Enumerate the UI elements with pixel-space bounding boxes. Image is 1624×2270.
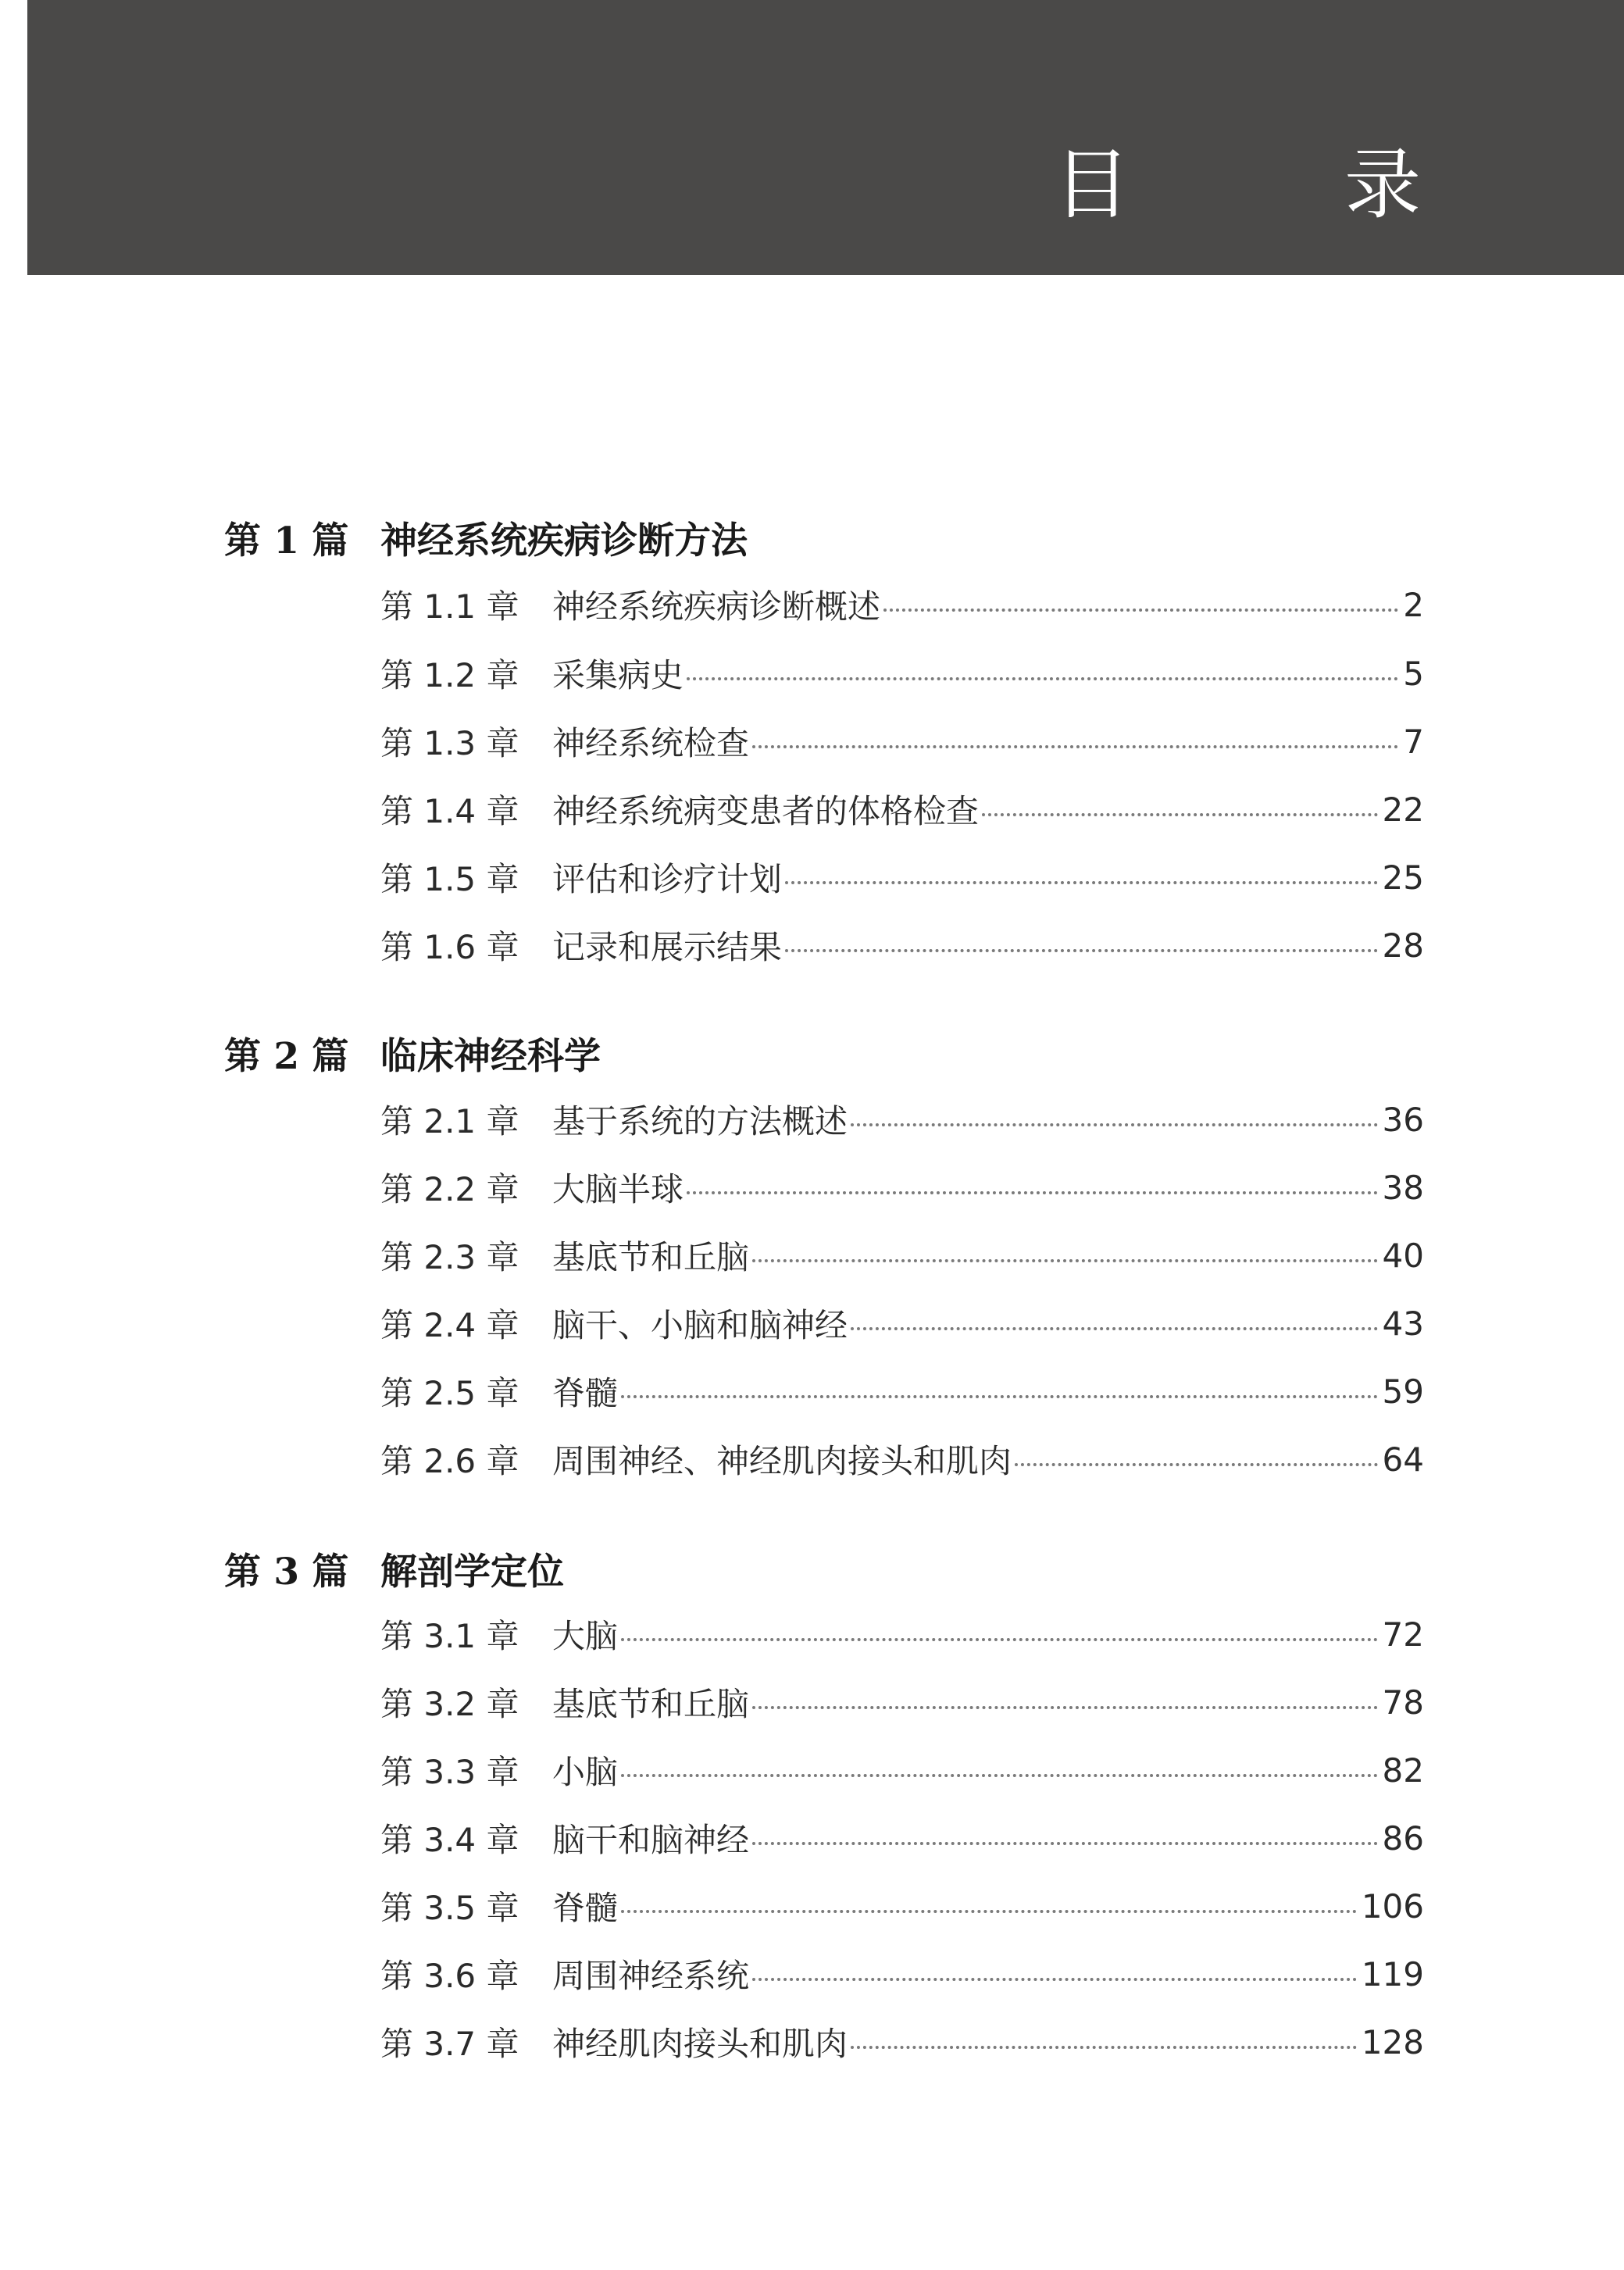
chapter-number: 第 3.3 章 <box>380 1753 519 1791</box>
chapter-number: 第 2.2 章 <box>380 1170 519 1208</box>
toc-entry[interactable] <box>380 922 1424 969</box>
toc-entry[interactable] <box>380 1436 1424 1483</box>
page-number: 25 <box>1382 858 1424 897</box>
chapter-title: 周围神经、神经肌肉接头和肌肉 <box>552 1442 1012 1480</box>
part-number: 第 2 篇 <box>224 1034 349 1078</box>
page-number: 22 <box>1382 790 1424 829</box>
toc-entry[interactable] <box>380 1164 1424 1211</box>
chapter-title: 小脑 <box>552 1753 619 1791</box>
part-number: 第 3 篇 <box>224 1550 349 1594</box>
page-number: 36 <box>1382 1100 1424 1139</box>
chapter-title: 神经系统病变患者的体格检查 <box>552 792 980 830</box>
toc-entry[interactable] <box>380 786 1424 833</box>
page-number: 59 <box>1382 1372 1424 1411</box>
toc-entry[interactable] <box>380 718 1424 765</box>
page-number: 119 <box>1361 1954 1424 1993</box>
page-number: 106 <box>1361 1886 1424 1926</box>
page-number: 82 <box>1382 1751 1424 1790</box>
dot-leader <box>687 1191 1378 1194</box>
dot-leader <box>752 1259 1378 1262</box>
part-title: 解剖学定位 <box>380 1550 564 1594</box>
toc-entry[interactable] <box>380 650 1424 697</box>
part-heading <box>224 1545 564 1592</box>
page-number: 2 <box>1403 585 1424 624</box>
chapter-title: 神经肌肉接头和肌肉 <box>552 2025 848 2063</box>
chapter-number: 第 2.4 章 <box>380 1306 519 1344</box>
chapter-number: 第 2.6 章 <box>380 1442 519 1480</box>
chapter-number: 第 2.5 章 <box>380 1374 519 1412</box>
chapter-number: 第 1.6 章 <box>380 928 519 966</box>
chapter-title: 脑干、小脑和脑神经 <box>552 1306 848 1344</box>
toc-entry[interactable] <box>380 1300 1424 1347</box>
dot-leader <box>621 1774 1378 1777</box>
part-heading <box>224 514 748 561</box>
chapter-title: 基底节和丘脑 <box>552 1685 750 1723</box>
dot-leader <box>752 745 1398 748</box>
toc-entry[interactable] <box>380 1747 1424 1794</box>
chapter-title: 大脑半球 <box>552 1170 684 1208</box>
toc-entry[interactable] <box>380 854 1424 901</box>
part-title: 神经系统疾病诊断方法 <box>380 519 748 562</box>
toc-entry[interactable] <box>380 1232 1424 1279</box>
page-number: 40 <box>1382 1236 1424 1275</box>
page-title: 目 录 <box>1053 141 1490 230</box>
chapter-number: 第 2.3 章 <box>380 1238 519 1276</box>
dot-leader <box>752 1842 1378 1845</box>
chapter-number: 第 3.5 章 <box>380 1889 519 1927</box>
part-number: 第 1 篇 <box>224 519 349 562</box>
chapter-number: 第 1.5 章 <box>380 860 519 898</box>
dot-leader <box>621 1638 1378 1641</box>
chapter-title: 神经系统疾病诊断概述 <box>552 587 881 626</box>
chapter-title: 基底节和丘脑 <box>552 1238 750 1276</box>
page-number: 43 <box>1382 1304 1424 1343</box>
toc-entry[interactable] <box>380 1611 1424 1658</box>
page-number: 28 <box>1382 926 1424 965</box>
chapter-title: 采集病史 <box>552 656 684 694</box>
chapter-number: 第 3.4 章 <box>380 1821 519 1859</box>
chapter-number: 第 1.2 章 <box>380 656 519 694</box>
toc-entry[interactable] <box>380 2018 1424 2065</box>
chapter-title: 记录和展示结果 <box>552 928 783 966</box>
dot-leader <box>851 1327 1378 1330</box>
chapter-number: 第 1.4 章 <box>380 792 519 830</box>
toc-entry[interactable] <box>380 1883 1424 1929</box>
page-number: 64 <box>1382 1440 1424 1479</box>
page-number: 72 <box>1382 1615 1424 1654</box>
part-heading <box>224 1030 601 1076</box>
toc-entry[interactable] <box>380 1815 1424 1861</box>
page-number: 7 <box>1403 722 1424 761</box>
page-number: 128 <box>1361 2022 1424 2061</box>
chapter-number: 第 3.6 章 <box>380 1957 519 1995</box>
dot-leader <box>621 1395 1378 1398</box>
chapter-title: 评估和诊疗计划 <box>552 860 783 898</box>
chapter-number: 第 3.2 章 <box>380 1685 519 1723</box>
dot-leader <box>785 881 1378 884</box>
toc-entry[interactable] <box>380 1951 1424 1997</box>
page-number: 86 <box>1382 1818 1424 1858</box>
dot-leader <box>982 813 1378 816</box>
page-number: 78 <box>1382 1683 1424 1722</box>
chapter-number: 第 1.3 章 <box>380 724 519 762</box>
dot-leader <box>752 1706 1378 1709</box>
dot-leader <box>1015 1463 1378 1466</box>
chapter-title: 脊髓 <box>552 1374 619 1412</box>
chapter-title: 神经系统检查 <box>552 724 750 762</box>
chapter-number: 第 2.1 章 <box>380 1102 519 1140</box>
chapter-title: 大脑 <box>552 1617 619 1655</box>
chapter-title: 周围神经系统 <box>552 1957 750 1995</box>
part-title: 临床神经科学 <box>380 1034 601 1078</box>
dot-leader <box>752 1978 1357 1981</box>
dot-leader <box>851 1123 1378 1126</box>
page-number: 5 <box>1403 654 1424 693</box>
dot-leader <box>851 2046 1357 2049</box>
dot-leader <box>687 677 1398 680</box>
toc-entry[interactable] <box>380 581 1424 628</box>
toc-entry[interactable] <box>380 1096 1424 1143</box>
dot-leader <box>883 609 1398 612</box>
chapter-number: 第 1.1 章 <box>380 587 519 626</box>
dot-leader <box>621 1910 1357 1913</box>
chapter-title: 脊髓 <box>552 1889 619 1927</box>
dot-leader <box>785 949 1378 952</box>
chapter-number: 第 3.7 章 <box>380 2025 519 2063</box>
chapter-title: 基于系统的方法概述 <box>552 1102 848 1140</box>
chapter-number: 第 3.1 章 <box>380 1617 519 1655</box>
toc-entry[interactable] <box>380 1679 1424 1726</box>
page-number: 38 <box>1382 1168 1424 1207</box>
toc-entry[interactable] <box>380 1368 1424 1415</box>
chapter-title: 脑干和脑神经 <box>552 1821 750 1859</box>
